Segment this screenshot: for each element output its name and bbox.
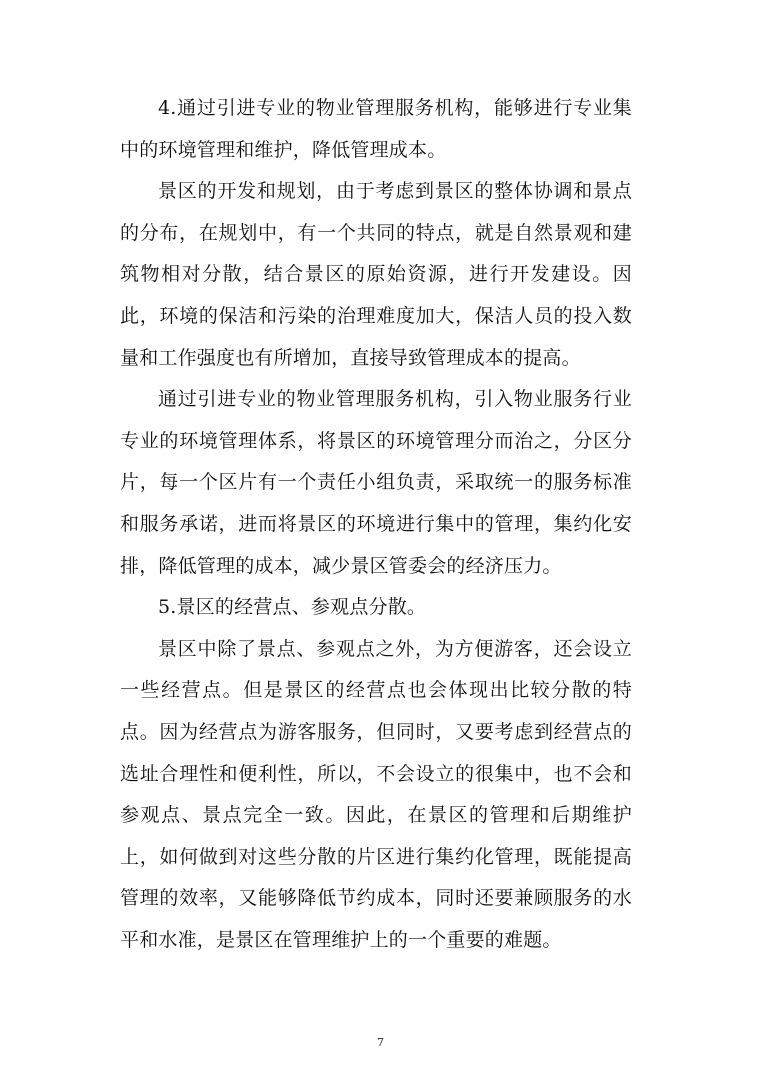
paragraph-3: 通过引进专业的物业管理服务机构，引入物业服务行业专业的环境管理体系，将景区的环境管理分而治之，分区分片，每一个区片有一个责任小组负责，采取统一的服务标准和服务承诺，进而将景区的环境进行集中的管理，集约化安排，降低管理的成本，减少景区管委会的经济压力。 xyxy=(120,388,632,577)
paragraph-4: 5.景区的经营点、参观点分散。 xyxy=(158,596,427,619)
body-text xyxy=(120,88,632,961)
paragraph-5: 景区中除了景点、参观点之外，为方便游客，还会设立一些经营点。但是景区的经营点也会体现出比较分散的特点。因为经营点为游客服务，但同时，又要考虑到经营点的选址合理性和便利性，所以，不会设立的很集中，也不会和参观点、景点完全一致。因此，在景区的管理和后期维护上，如何做到对这些分散的片区进行集约化管理，既能提高管理的效率，又能够降低节约成本，同时还要兼顾服务的水平和水准，是景区在管理维护上的一个重要的难题。 xyxy=(120,637,632,951)
paragraph-2: 景区的开发和规划，由于考虑到景区的整体协调和景点的分布，在规划中，有一个共同的特点，就是自然景观和建筑物相对分散，结合景区的原始资源，进行开发建设。因此，环境的保洁和污染的治理难度加大，保洁人员的投入数量和工作强度也有所增加，直接导致管理成本的提高。 xyxy=(120,180,632,369)
page-number: 7 xyxy=(377,1036,384,1049)
paragraph-1: 4.通过引进专业的物业管理服务机构，能够进行专业集中的环境管理和维护，降低管理成本。 xyxy=(120,97,632,161)
